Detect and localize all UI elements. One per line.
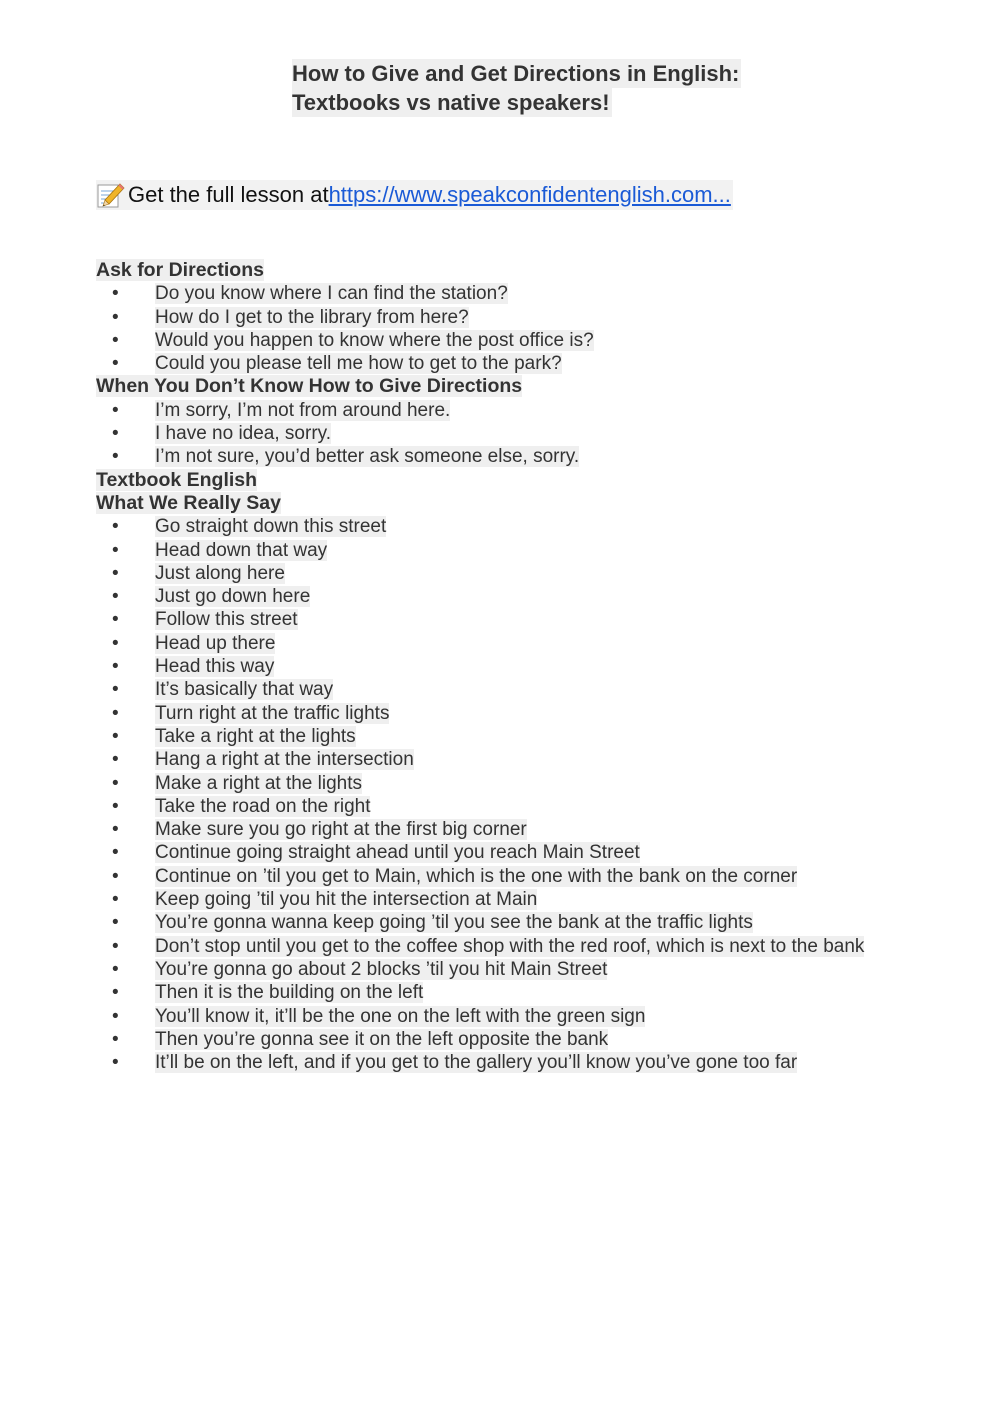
list-item-text: Could you please tell me how to get to the park?: [155, 353, 562, 375]
list-ask-for-directions: [96, 282, 976, 375]
list-item: [96, 818, 976, 841]
bullet-marker: •: [112, 586, 119, 608]
list-item-text: Continue going straight ahead until you reach Main Street: [155, 842, 640, 864]
bullet-marker: •: [112, 353, 119, 375]
list-item: [96, 935, 976, 958]
bullet-marker: •: [112, 516, 119, 538]
list-item-text: Head up there: [155, 632, 276, 654]
list-item-text: Make a right at the lights: [155, 772, 362, 794]
memo-icon: [96, 181, 126, 209]
list-item: [96, 911, 976, 934]
list-item-text: Keep going ’til you hit the intersection at Main: [155, 889, 538, 911]
list-item: [96, 1005, 976, 1028]
list-item-text: Take a right at the lights: [155, 725, 356, 747]
list-item-text: Hang a right at the intersection: [155, 749, 414, 771]
bullet-marker: •: [112, 749, 119, 771]
list-item: [96, 306, 976, 329]
list-item: [96, 865, 976, 888]
bullet-marker: •: [112, 865, 119, 887]
lesson-prefix-text: Get the full lesson at: [128, 182, 329, 207]
list-what-we-really-say: [96, 515, 976, 1074]
bullet-marker: •: [112, 795, 119, 817]
list-item: [96, 795, 976, 818]
list-item-text: Do you know where I can find the station?: [155, 283, 508, 305]
title-line-1: How to Give and Get Directions in English:: [292, 61, 740, 86]
bullet-marker: •: [112, 1028, 119, 1050]
list-item: [96, 608, 976, 631]
bullet-marker: •: [112, 819, 119, 841]
bullet-marker: •: [112, 306, 119, 328]
list-when-you-dont-know: [96, 399, 976, 469]
bullet-marker: •: [112, 399, 119, 421]
list-item: [96, 562, 976, 585]
heading-ask-for-directions: Ask for Directions: [96, 259, 264, 281]
bullet-marker: •: [112, 423, 119, 445]
heading-what-we-really-say: What We Really Say: [96, 491, 281, 514]
list-item: [96, 772, 976, 795]
list-item-text: Head down that way: [155, 539, 328, 561]
list-item: [96, 399, 976, 422]
bullet-marker: •: [112, 702, 119, 724]
bullet-marker: •: [112, 632, 119, 654]
bullet-marker: •: [112, 446, 119, 468]
list-item: [96, 282, 976, 305]
list-item-text: Turn right at the traffic lights: [155, 702, 390, 724]
bullet-marker: •: [112, 958, 119, 980]
list-item-text: Just along here: [155, 562, 285, 584]
list-item-text: How do I get to the library from here?: [155, 306, 469, 328]
list-item-text: Take the road on the right: [155, 795, 371, 817]
list-item-text: I’m not sure, you’d better ask someone else, sorry.: [155, 446, 580, 468]
list-item-text: You’ll know it, it’ll be the one on the left with the green sign: [155, 1005, 646, 1027]
list-item-text: Then you’re gonna see it on the left opposite the bank: [155, 1028, 609, 1050]
list-item-text: You’re gonna go about 2 blocks ’til you hit Main Street: [155, 958, 608, 980]
list-item: [96, 725, 976, 748]
bullet-marker: •: [112, 889, 119, 911]
list-item: [96, 702, 976, 725]
heading-when-you-dont-know: When You Don’t Know How to Give Directions: [96, 375, 523, 398]
list-item: [96, 888, 976, 911]
bullet-marker: •: [112, 935, 119, 957]
bullet-marker: •: [112, 609, 119, 631]
list-item: [96, 352, 976, 375]
bullet-marker: •: [112, 283, 119, 305]
list-item: [96, 585, 976, 608]
bullet-marker: •: [112, 912, 119, 934]
list-item: [96, 958, 976, 981]
list-item: [96, 515, 976, 538]
list-item-text: It’ll be on the left, and if you get to the gallery you’ll know you’ve gone too far: [155, 1052, 798, 1074]
bullet-marker: •: [112, 1052, 119, 1074]
bullet-marker: •: [112, 1005, 119, 1027]
list-item: [96, 981, 976, 1004]
list-item: [96, 445, 976, 468]
list-item-text: Make sure you go right at the first big corner: [155, 819, 527, 841]
list-item: [96, 655, 976, 678]
document-body: [96, 259, 976, 1074]
list-item-text: Don’t stop until you get to the coffee shop with the red roof, which is next to the bank: [155, 935, 865, 957]
lesson-link[interactable]: https://www.speakconfidentenglish.com...: [328, 182, 731, 207]
full-lesson-line: [96, 180, 733, 210]
list-item-text: It’s basically that way: [155, 679, 334, 701]
list-item-text: I have no idea, sorry.: [155, 423, 332, 445]
list-item: [96, 841, 976, 864]
list-item: [96, 632, 976, 655]
bullet-marker: •: [112, 562, 119, 584]
list-item-text: You’re gonna wanna keep going ’til you see the bank at the traffic lights: [155, 912, 753, 934]
list-item-text: Then it is the building on the left: [155, 982, 424, 1004]
bullet-marker: •: [112, 329, 119, 351]
list-item: [96, 329, 976, 352]
title-line-2: Textbooks vs native speakers!: [292, 90, 610, 115]
list-item-text: Follow this street: [155, 609, 298, 631]
list-item: [96, 748, 976, 771]
list-item: [96, 539, 976, 562]
heading-textbook-english: Textbook English: [96, 468, 258, 491]
list-item-text: Just go down here: [155, 586, 311, 608]
list-item: [96, 678, 976, 701]
list-item-text: I’m sorry, I’m not from around here.: [155, 399, 451, 421]
list-item: [96, 1028, 976, 1051]
bullet-marker: •: [112, 842, 119, 864]
list-item: [96, 422, 976, 445]
bullet-marker: •: [112, 772, 119, 794]
list-item-text: Go straight down this street: [155, 516, 387, 538]
bullet-marker: •: [112, 656, 119, 678]
bullet-marker: •: [112, 725, 119, 747]
bullet-marker: •: [112, 982, 119, 1004]
list-item-text: Continue on ’til you get to Main, which is the one with the bank on the corner: [155, 865, 798, 887]
bullet-marker: •: [112, 539, 119, 561]
bullet-marker: •: [112, 679, 119, 701]
list-item-text: Head this way: [155, 656, 275, 678]
document-title: [292, 59, 741, 117]
list-item: [96, 1051, 976, 1074]
list-item-text: Would you happen to know where the post office is?: [155, 329, 594, 351]
